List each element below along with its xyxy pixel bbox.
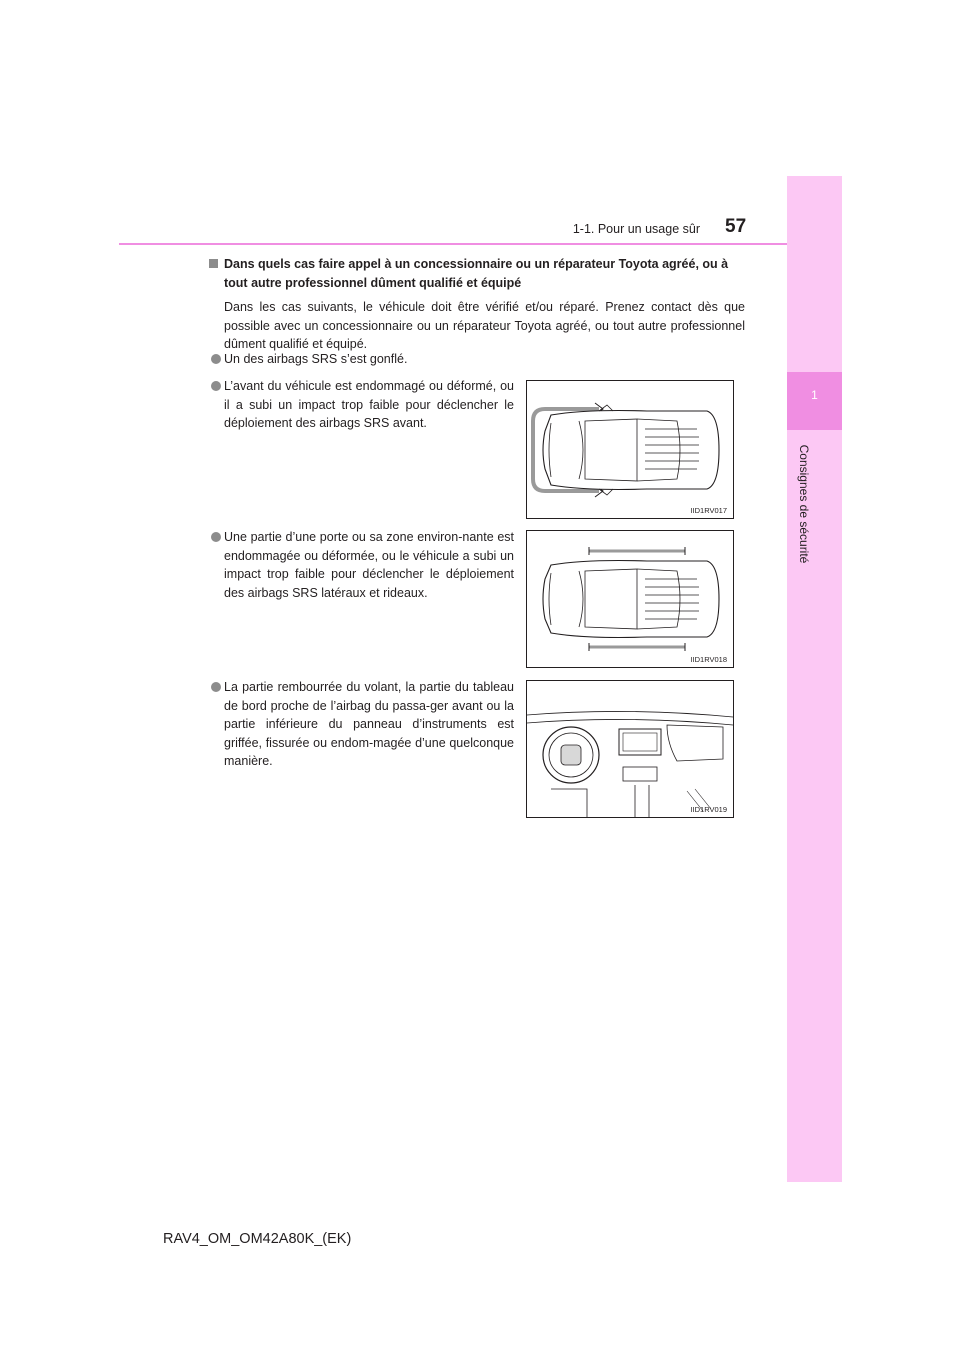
- section-label: 1-1. Pour un usage sûr: [572, 222, 700, 236]
- chapter-number: 1: [811, 388, 818, 402]
- car-top-view-front-illustration: [527, 381, 733, 518]
- bullet-dot-icon: [211, 354, 221, 364]
- list-item-text: La partie rembourrée du volant, la partie du tableau de bord proche de l’airbag du passa-ger avant ou la partie inférieure du panneau d’instruments est griffée, fissurée ou endom-magée d’une quelconque manière.: [224, 680, 514, 768]
- figure-code: IID1RV018: [690, 655, 727, 664]
- document-code: RAV4_OM_OM42A80K_(EK): [163, 1231, 352, 1247]
- intro-paragraph: Dans les cas suivants, le véhicule doit être vérifié et/ou réparé. Prenez contact dès que possible avec un concessionnaire ou un réparateur Toyota agréé, ou tout autre professionnel dûment qualifié et équipé.: [224, 300, 745, 351]
- chapter-side-tab: [787, 176, 842, 1182]
- figure-code: IID1RV019: [690, 805, 727, 814]
- bullet-dot-icon: [211, 682, 221, 692]
- figure-code: IID1RV017: [690, 506, 727, 515]
- section-heading-text: Dans quels cas faire appel à un concessionnaire ou un réparateur Toyota agréé, ou à tout autre professionnel dûment qualifié et équipé: [224, 257, 729, 290]
- figure-dashboard: [526, 680, 734, 818]
- figure-side-impact: [526, 530, 734, 668]
- figure-front-impact: [526, 380, 734, 519]
- list-item: [211, 678, 514, 771]
- list-item: [211, 528, 514, 602]
- header-rule: [119, 243, 787, 245]
- dashboard-illustration: [527, 681, 733, 817]
- list-item-text: Un des airbags SRS s’est gonflé.: [224, 352, 408, 366]
- list-item-text: Une partie d’une porte ou sa zone environ-nante est endommagée ou déformée, ou le véhicule a subi un impact trop faible pour déclencher le déploiement des airbags SRS latéraux et rideaux.: [224, 530, 514, 600]
- list-item: [211, 377, 514, 433]
- chapter-title: Consignes de sécurité: [797, 444, 811, 564]
- list-item: [211, 350, 741, 369]
- list-item-text: L’avant du véhicule est endommagé ou déformé, ou il a subi un impact trop faible pour déclencher le déploiement des airbags SRS avant.: [224, 379, 514, 430]
- page-number: 57: [725, 216, 747, 237]
- square-bullet-icon: [209, 259, 218, 268]
- section-heading: [209, 255, 753, 293]
- bullet-dot-icon: [211, 381, 221, 391]
- car-top-view-side-illustration: [527, 531, 733, 667]
- bullet-dot-icon: [211, 532, 221, 542]
